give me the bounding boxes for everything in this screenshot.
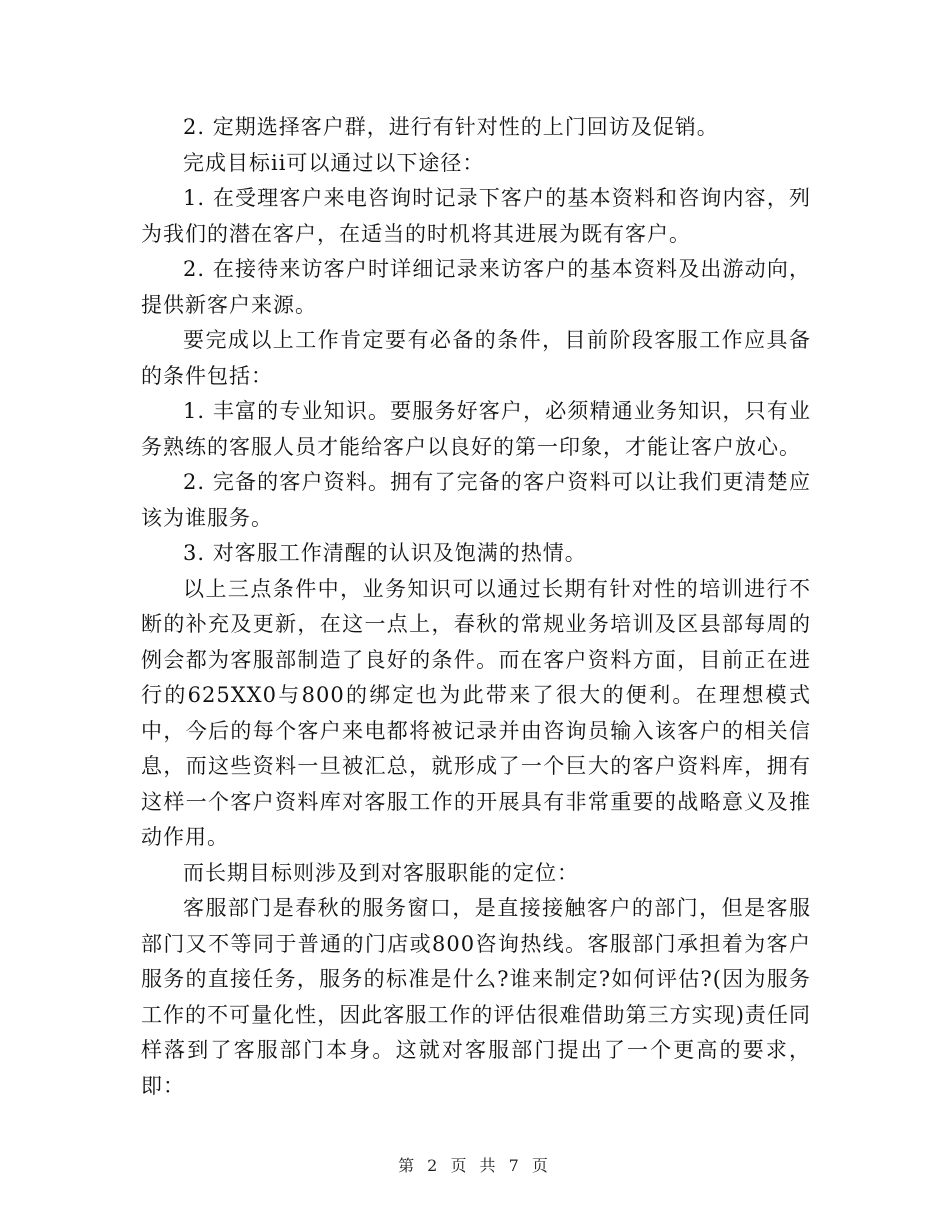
paragraph: 2. 在接待来访客户时详细记录来访客户的基本资料及出游动向，提供新客户来源。 — [141, 257, 811, 317]
paragraph: 2. 完备的客户资料。拥有了完备的客户资料可以让我们更清楚应该为谁服务。 — [141, 470, 811, 530]
paragraph: 客服部门是春秋的服务窗口，是直接接触客户的部门，但是客服部门又不等同于普通的门店或800咨询热线。客服部门承担着为客户服务的直接任务，服务的标准是什么?谁来制定?如何评估?(因为服务工作的不可量化性，因此客服工作的评估很难借助第三方实现)责任同样落到了客服部门本身。这就对客服部门提出了一个更高的要求，即： — [141, 896, 811, 1098]
page-number-footer: 第 2 页 共 7 页 — [398, 1156, 552, 1175]
paragraph: 以上三点条件中，业务知识可以通过长期有针对性的培训进行不断的补充及更新，在这一点上，春秋的常规业务培训及区县部每周的例会都为客服部制造了良好的条件。而在客户资料方面，目前正在进行的625XX0与800的绑定也为此带来了很大的便利。在理想模式中，今后的每个客户来电都将被记录并由咨询员输入该客户的相关信息，而这些资料一旦被汇总，就形成了一个巨大的客户资料库，拥有这样一个客户资料库对客服工作的开展具有非常重要的战略意义及推动作用。 — [141, 576, 811, 849]
paragraph: 1. 丰富的专业知识。要服务好客户，必须精通业务知识，只有业务熟练的客服人员才能给客户以良好的第一印象，才能让客户放心。 — [141, 399, 811, 459]
paragraph: 完成目标ii可以通过以下途径： — [183, 150, 485, 175]
paragraph: 3. 对客服工作清醒的认识及饱满的热情。 — [183, 541, 587, 565]
paragraph: 2. 定期选择客户群，进行有针对性的上门回访及促销。 — [183, 115, 719, 139]
paragraph: 而长期目标则涉及到对客服职能的定位： — [183, 860, 579, 885]
document-body — [141, 110, 811, 1104]
paragraph: 1. 在受理客户来电咨询时记录下客户的基本资料和咨询内容，列为我们的潜在客户，在适当的时机将其进展为既有客户。 — [141, 186, 811, 246]
paragraph: 要完成以上工作肯定要有必备的条件，目前阶段客服工作应具备的条件包括： — [141, 328, 811, 388]
